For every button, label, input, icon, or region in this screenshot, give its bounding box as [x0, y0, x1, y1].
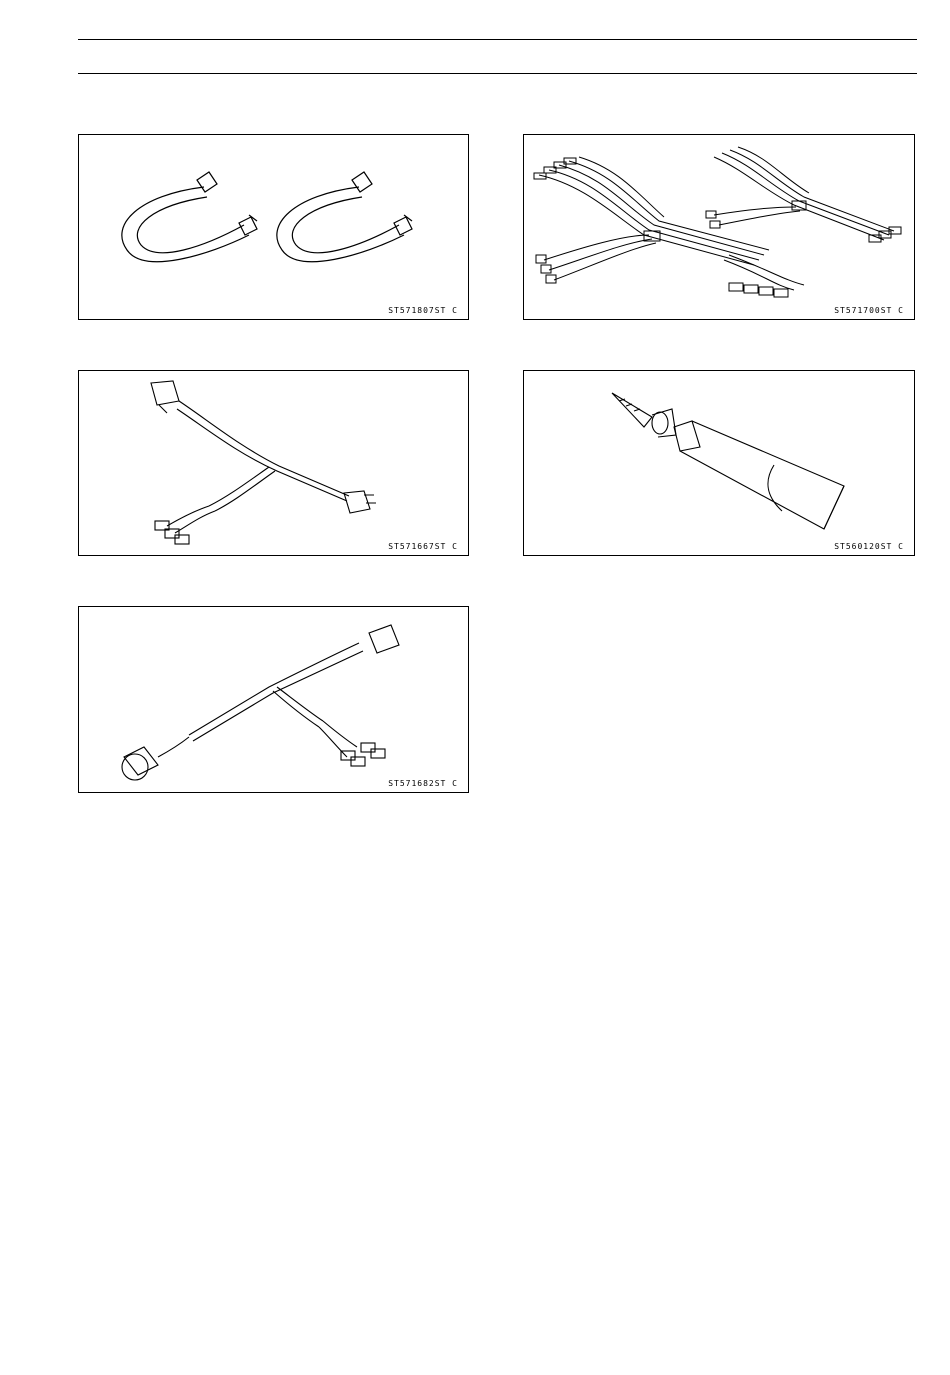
figure-lead-adapter-b — [78, 606, 469, 793]
figure-harness-adapters — [523, 134, 915, 320]
figure-code: ST571667ST C — [388, 542, 458, 551]
figure-hoses — [78, 134, 469, 320]
figure-code: ST571682ST C — [388, 779, 458, 788]
header-rule-top — [78, 39, 917, 40]
figure-code: ST560120ST C — [834, 542, 904, 551]
figure-grease-tube — [523, 370, 915, 556]
figure-code: ST571807ST C — [388, 306, 458, 315]
u-shaped-hose-pair-icon — [79, 135, 469, 320]
lead-adapter-icon — [79, 607, 469, 793]
wire-harness-adapter-pair-icon — [524, 135, 915, 320]
figure-code: ST571700ST C — [834, 306, 904, 315]
grease-tube-icon — [524, 371, 915, 556]
header-rule-bottom — [78, 73, 917, 74]
figure-lead-adapter-a — [78, 370, 469, 556]
lead-adapter-icon — [79, 371, 469, 556]
